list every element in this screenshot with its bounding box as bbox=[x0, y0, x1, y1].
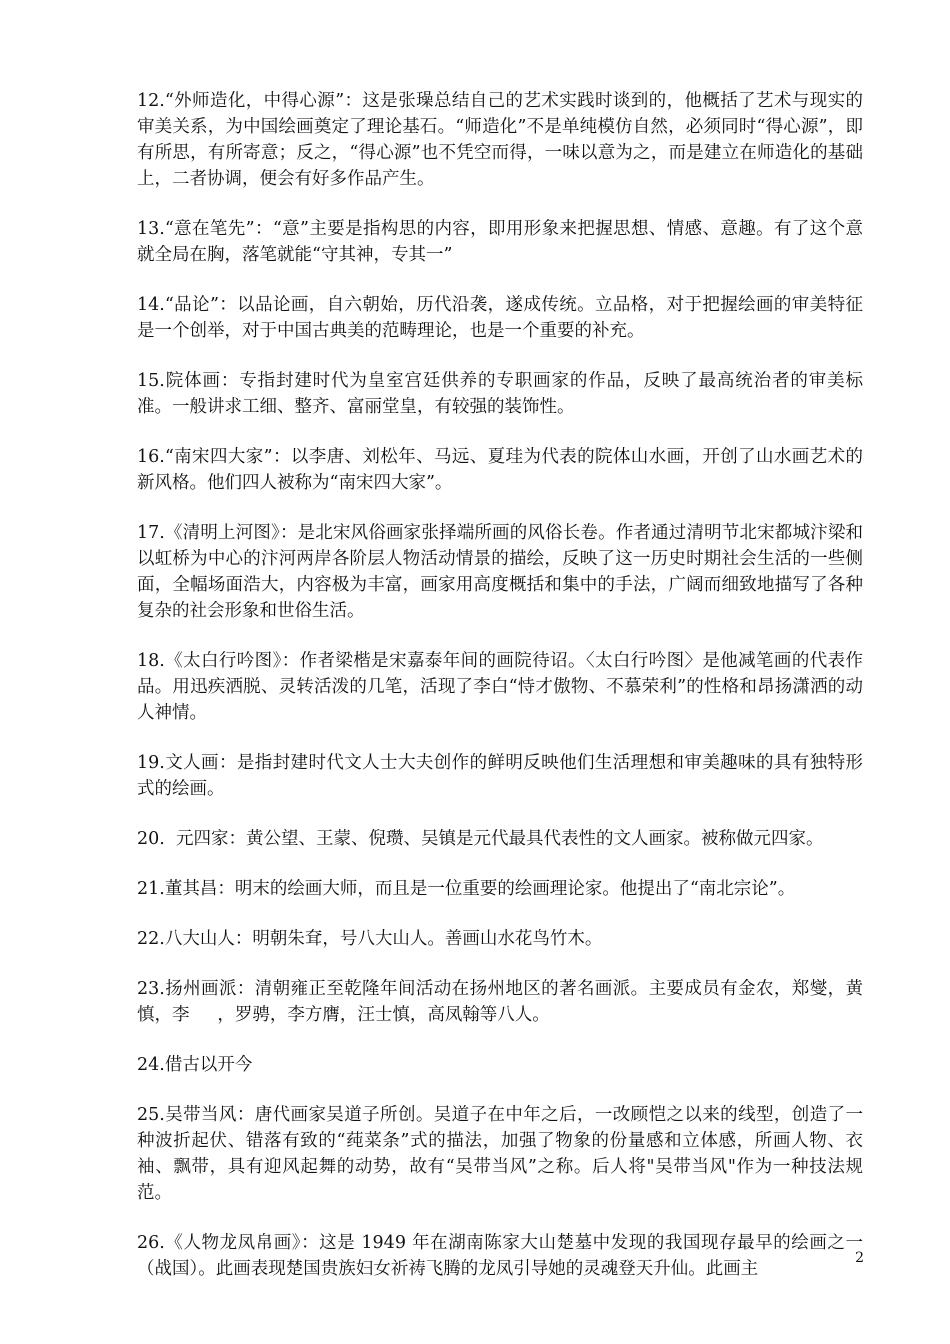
paragraph-22: 22.八大山人：明朝朱耷，号八大山人。善画山水花鸟竹木。 bbox=[137, 929, 603, 949]
page-number: 2 bbox=[855, 1250, 864, 1266]
paragraph-21: 21.董其昌：明末的绘画大师，而且是一位重要的绘画理论家。他提出了“南北宗论”。 bbox=[137, 879, 796, 899]
paragraph-18: 18.《太白行吟图》：作者梁楷是宋嘉泰年间的画院待诏。〈太白行吟图〉是他减笔画的代表作品。用迅疾洒脱、灵转活泼的几笔，活现了李白“恃才傲物、不慕荣利”的性格和昂扬潇洒的动人神情。 bbox=[137, 651, 863, 723]
paragraph-15: 15.院体画：专指封建时代为皇室宫廷供养的专职画家的作品，反映了最高统治者的审美标准。一般讲求工细、整齐、富丽堂皇，有较强的装饰性。 bbox=[137, 371, 863, 417]
document-body bbox=[137, 88, 863, 1306]
paragraph-26: 26.《人物龙凤帛画》：这是 1949 年在湖南陈家大山楚墓中发现的我国现存最早的绘画之一（战国）。此画表现楚国贵族妇女祈祷飞腾的龙凤引导她的灵魂登天升仙。此画主 bbox=[137, 1233, 863, 1279]
paragraph-14: 14.“品论”：以品论画，自六朝始，历代沿袭，遂成传统。立品格，对于把握绘画的审美特征是一个创举，对于中国古典美的范畴理论，也是一个重要的补充。 bbox=[137, 295, 863, 341]
paragraph-13: 13.“意在笔先”：“意”主要是指构思的内容，即用形象来把握思想、情感、意趣。有了这个意就全局在胸，落笔就能“守其神，专其一” bbox=[137, 219, 863, 265]
paragraph-23: 23.扬州画派：清朝雍正至乾隆年间活动在扬州地区的著名画派。主要成员有金农，郑燮，黄慎，李 ，罗骋，李方膺，汪士慎，高凤翰等八人。 bbox=[137, 979, 863, 1025]
paragraph-12: 12.“外师造化，中得心源”：这是张璪总结自己的艺术实践时谈到的，他概括了艺术与现实的审美关系，为中国绘画奠定了理论基石。“师造化”不是单纯模仿自然，必须同时“得心源”，即有所思，有所寄意；反之，“得心源”也不凭空而得，一味以意为之，而是建立在师造化的基础上，二者协调，便会有好多作品产生。 bbox=[137, 91, 863, 189]
paragraph-20: 20. 元四家：黄公望、王蒙、倪瓒、吴镇是元代最具代表性的文人画家。被称做元四家。 bbox=[137, 829, 824, 849]
paragraph-16: 16.“南宋四大家”：以李唐、刘松年、马远、夏珪为代表的院体山水画，开创了山水画艺术的新风格。他们四人被称为“南宋四大家”。 bbox=[137, 447, 863, 493]
paragraph-25: 25.吴带当风：唐代画家吴道子所创。吴道子在中年之后，一改顾恺之以来的线型，创造了一种波折起伏、错落有致的“莼菜条”式的描法，加强了物象的份量感和立体感，所画人物、衣袖、飘带，具有迎风起舞的动势，故有“吴带当风”之称。后人将"吴带当风"作为一种技法规范。 bbox=[137, 1105, 863, 1203]
paragraph-24: 24.借古以开今 bbox=[137, 1055, 253, 1075]
paragraph-17: 17.《清明上河图》：是北宋风俗画家张择端所画的风俗长卷。作者通过清明节北宋都城汴梁和以虹桥为中心的汴河两岸各阶层人物活动情景的描绘，反映了这一历史时期社会生活的一些侧面，全幅场面浩大，内容极为丰富，画家用高度概括和集中的手法，广阔而细致地描写了各种复杂的社会形象和世俗生活。 bbox=[137, 523, 863, 621]
paragraph-19: 19.文人画：是指封建时代文人士大夫创作的鲜明反映他们生活理想和审美趣味的具有独特形式的绘画。 bbox=[137, 753, 863, 799]
